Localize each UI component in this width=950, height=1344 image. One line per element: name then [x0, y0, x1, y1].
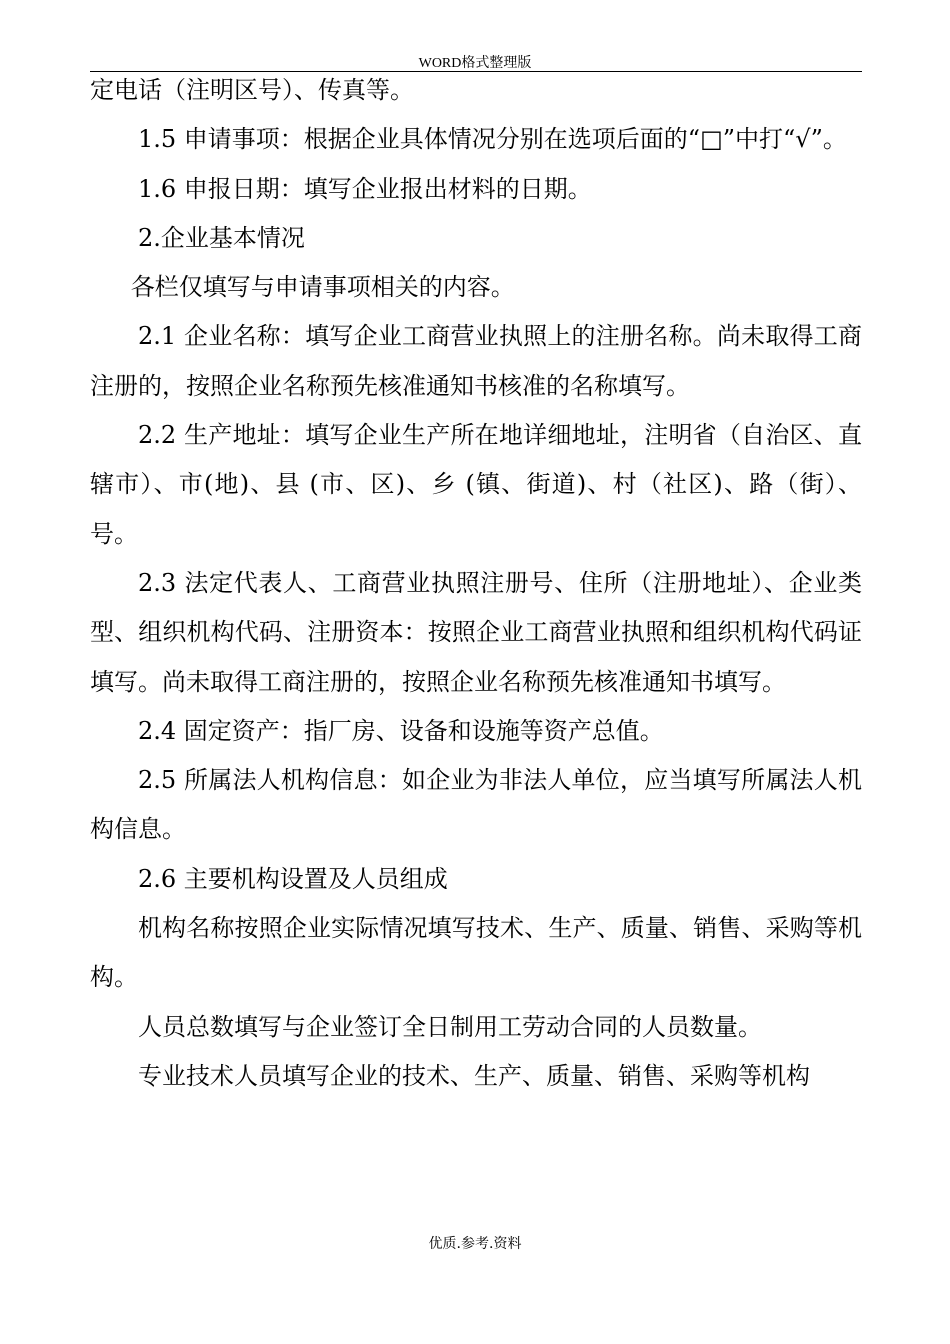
- paragraph-2-1: 2.1 企业名称：填写企业工商营业执照上的注册名称。尚未取得工商注册的，按照企业名称预先核准通知书核准的名称填写。: [90, 322, 862, 400]
- paragraph-org-names: 机构名称按照企业实际情况填写技术、生产、质量、销售、采购等机构。: [90, 914, 862, 992]
- page-footer: 优质.参考.资料: [428, 1236, 522, 1252]
- paragraph-2-2: 2.2 生产地址：填写企业生产所在地详细地址，注明省（自治区、直辖市）、市(地)、县 (市、区)、乡 (镇、街道)、村（社区)、路（街）、号。: [90, 421, 862, 548]
- paragraph-1-6: 1.6 申报日期：填写企业报出材料的日期。: [138, 174, 592, 203]
- paragraph-contact-continuation: 定电话（注明区号）、传真等。: [90, 76, 414, 104]
- document-body: [90, 66, 862, 1101]
- paragraph-2-4: 2.4 固定资产：指厂房、设备和设施等资产总值。: [138, 716, 664, 745]
- paragraph-staff-total: 人员总数填写与企业签订全日制用工劳动合同的人员数量。: [138, 1012, 762, 1041]
- paragraph-2-6: 2.6 主要机构设置及人员组成: [138, 864, 448, 893]
- paragraph-2-intro: 各栏仅填写与申请事项相关的内容。: [130, 273, 515, 302]
- paragraph-2-5: 2.5 所属法人机构信息：如企业为非法人单位，应当填写所属法人机构信息。: [90, 766, 862, 844]
- paragraph-technical-staff: 专业技术人员填写企业的技术、生产、质量、销售、采购等机构: [138, 1061, 810, 1090]
- page-header: WORD格式整理版: [418, 56, 532, 71]
- section-heading-2: 2.企业基本情况: [138, 223, 305, 252]
- paragraph-1-5: 1.5 申请事项：根据企业具体情况分别在选项后面的“□”中打“√”。: [138, 125, 847, 154]
- paragraph-2-3: 2.3 法定代表人、工商营业执照注册号、住所（注册地址）、企业类型、组织机构代码、注册资本：按照企业工商营业执照和组织机构代码证填写。尚未取得工商注册的，按照企业名称预先核准通知书填写。: [90, 568, 862, 696]
